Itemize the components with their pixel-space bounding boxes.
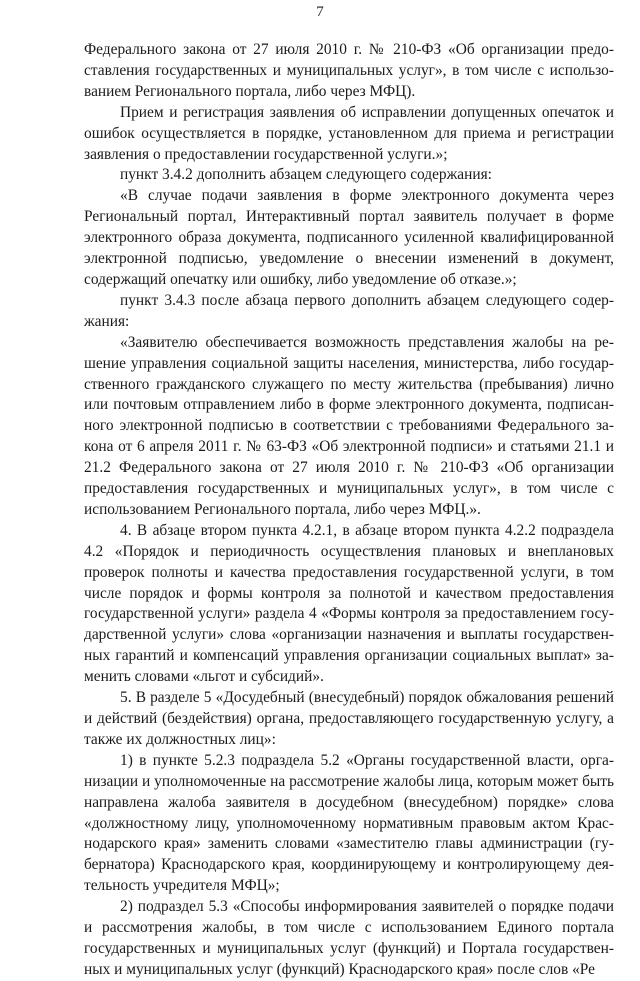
paragraph-10: 2) подраздел 5.3 «Способы информирования заявителей о порядке подачи и рассмотрения жалобы, в том числе с использованием Единого портала государственных и муниципальных услуг (функций) и Портала государственных и муниципальных услуг (функций) Краснодарского края» после слов «Ре bbox=[84, 898, 614, 978]
paragraph-9: 1) в пункте 5.2.3 подраздела 5.2 «Органы государственной власти, организации и уполномоченные на рассмотрение жалобы лица, которым может быть направлена жалоба заявителя в досудебном (внесудебном) порядке» слова «должностному лицу, уполномоченному нормативным правовым актом Краснодарского края» заменить словами «заместителю главы администрации (губернатора) Краснодарского края, координирующему и контролирующему деятельность учредителя МФЦ»; bbox=[84, 751, 614, 895]
paragraph-6: «Заявителю обеспечивается возможность представления жалобы на решение управления социальной защиты населения, министерства, либо государственного гражданского служащего по месту жительства (пребывания) лично или почтовым отправлением либо в форме электронного документа, подписанного электронной подписью в соответствии с требованиями Федерального закона от 6 апреля 2011 г. № 63-ФЗ «Об электронной подписи» и статьями 21.1 и 21.2 Федерального закона от 27 июля 2010 г. № 210-ФЗ «Об организации предоставления государственных и муниципальных услуг», в том числе с использованием Регионального портала, либо через МФЦ.». bbox=[84, 333, 614, 518]
paragraph-4: «В случае подачи заявления в форме электронного документа через Региональный портал, Интерактивный портал заявитель получает в форме электронного образа документа, подписанного усиленной квалифицированной электронной подписью, уведомление о внесении изменений в документ, содержащий опечатку или ошибку, либо уведомление об отказе.»; bbox=[84, 187, 614, 288]
paragraph-2: Прием и регистрация заявления об исправлении допущенных опечаток и ошибок осуществляется в порядке, установленном для приема и регистрации заявления о предоставлении государственной услуги.»; bbox=[84, 103, 614, 163]
document-body bbox=[84, 40, 614, 981]
paragraph-7: 4. В абзаце втором пункта 4.2.1, в абзаце втором пункта 4.2.2 подраздела 4.2 «Порядок и периодичность осуществления плановых и внеплановых проверок полноты и качества предоставления государственной услуги, в том числе порядок и формы контроля за полнотой и качеством предоставления государственной услуги» раздела 4 «Формы контроля за предоставлением государственной услуги» слова «организации назначения и выплаты государственных гарантий и компенсаций управления организации социальных выплат» заменить словами «льгот и субсидий». bbox=[84, 521, 614, 686]
paragraph-1: Федерального закона от 27 июля 2010 г. № 210-ФЗ «Об организации предоставления государственных и муниципальных услуг», в том числе с использованием Регионального портала, либо через МФЦ). bbox=[84, 41, 614, 100]
paragraph-8: 5. В разделе 5 «Досудебный (внесудебный) порядок обжалования решений и действий (бездействия) органа, предоставляющего государственную услугу, а также их должностных лиц»: bbox=[84, 689, 614, 748]
paragraph-3: пункт 3.4.2 дополнить абзацем следующего содержания: bbox=[120, 166, 492, 184]
paragraph-5: пункт 3.4.3 после абзаца первого дополнить абзацем следующего содержания: bbox=[84, 291, 614, 330]
page-number: 7 bbox=[316, 4, 324, 20]
